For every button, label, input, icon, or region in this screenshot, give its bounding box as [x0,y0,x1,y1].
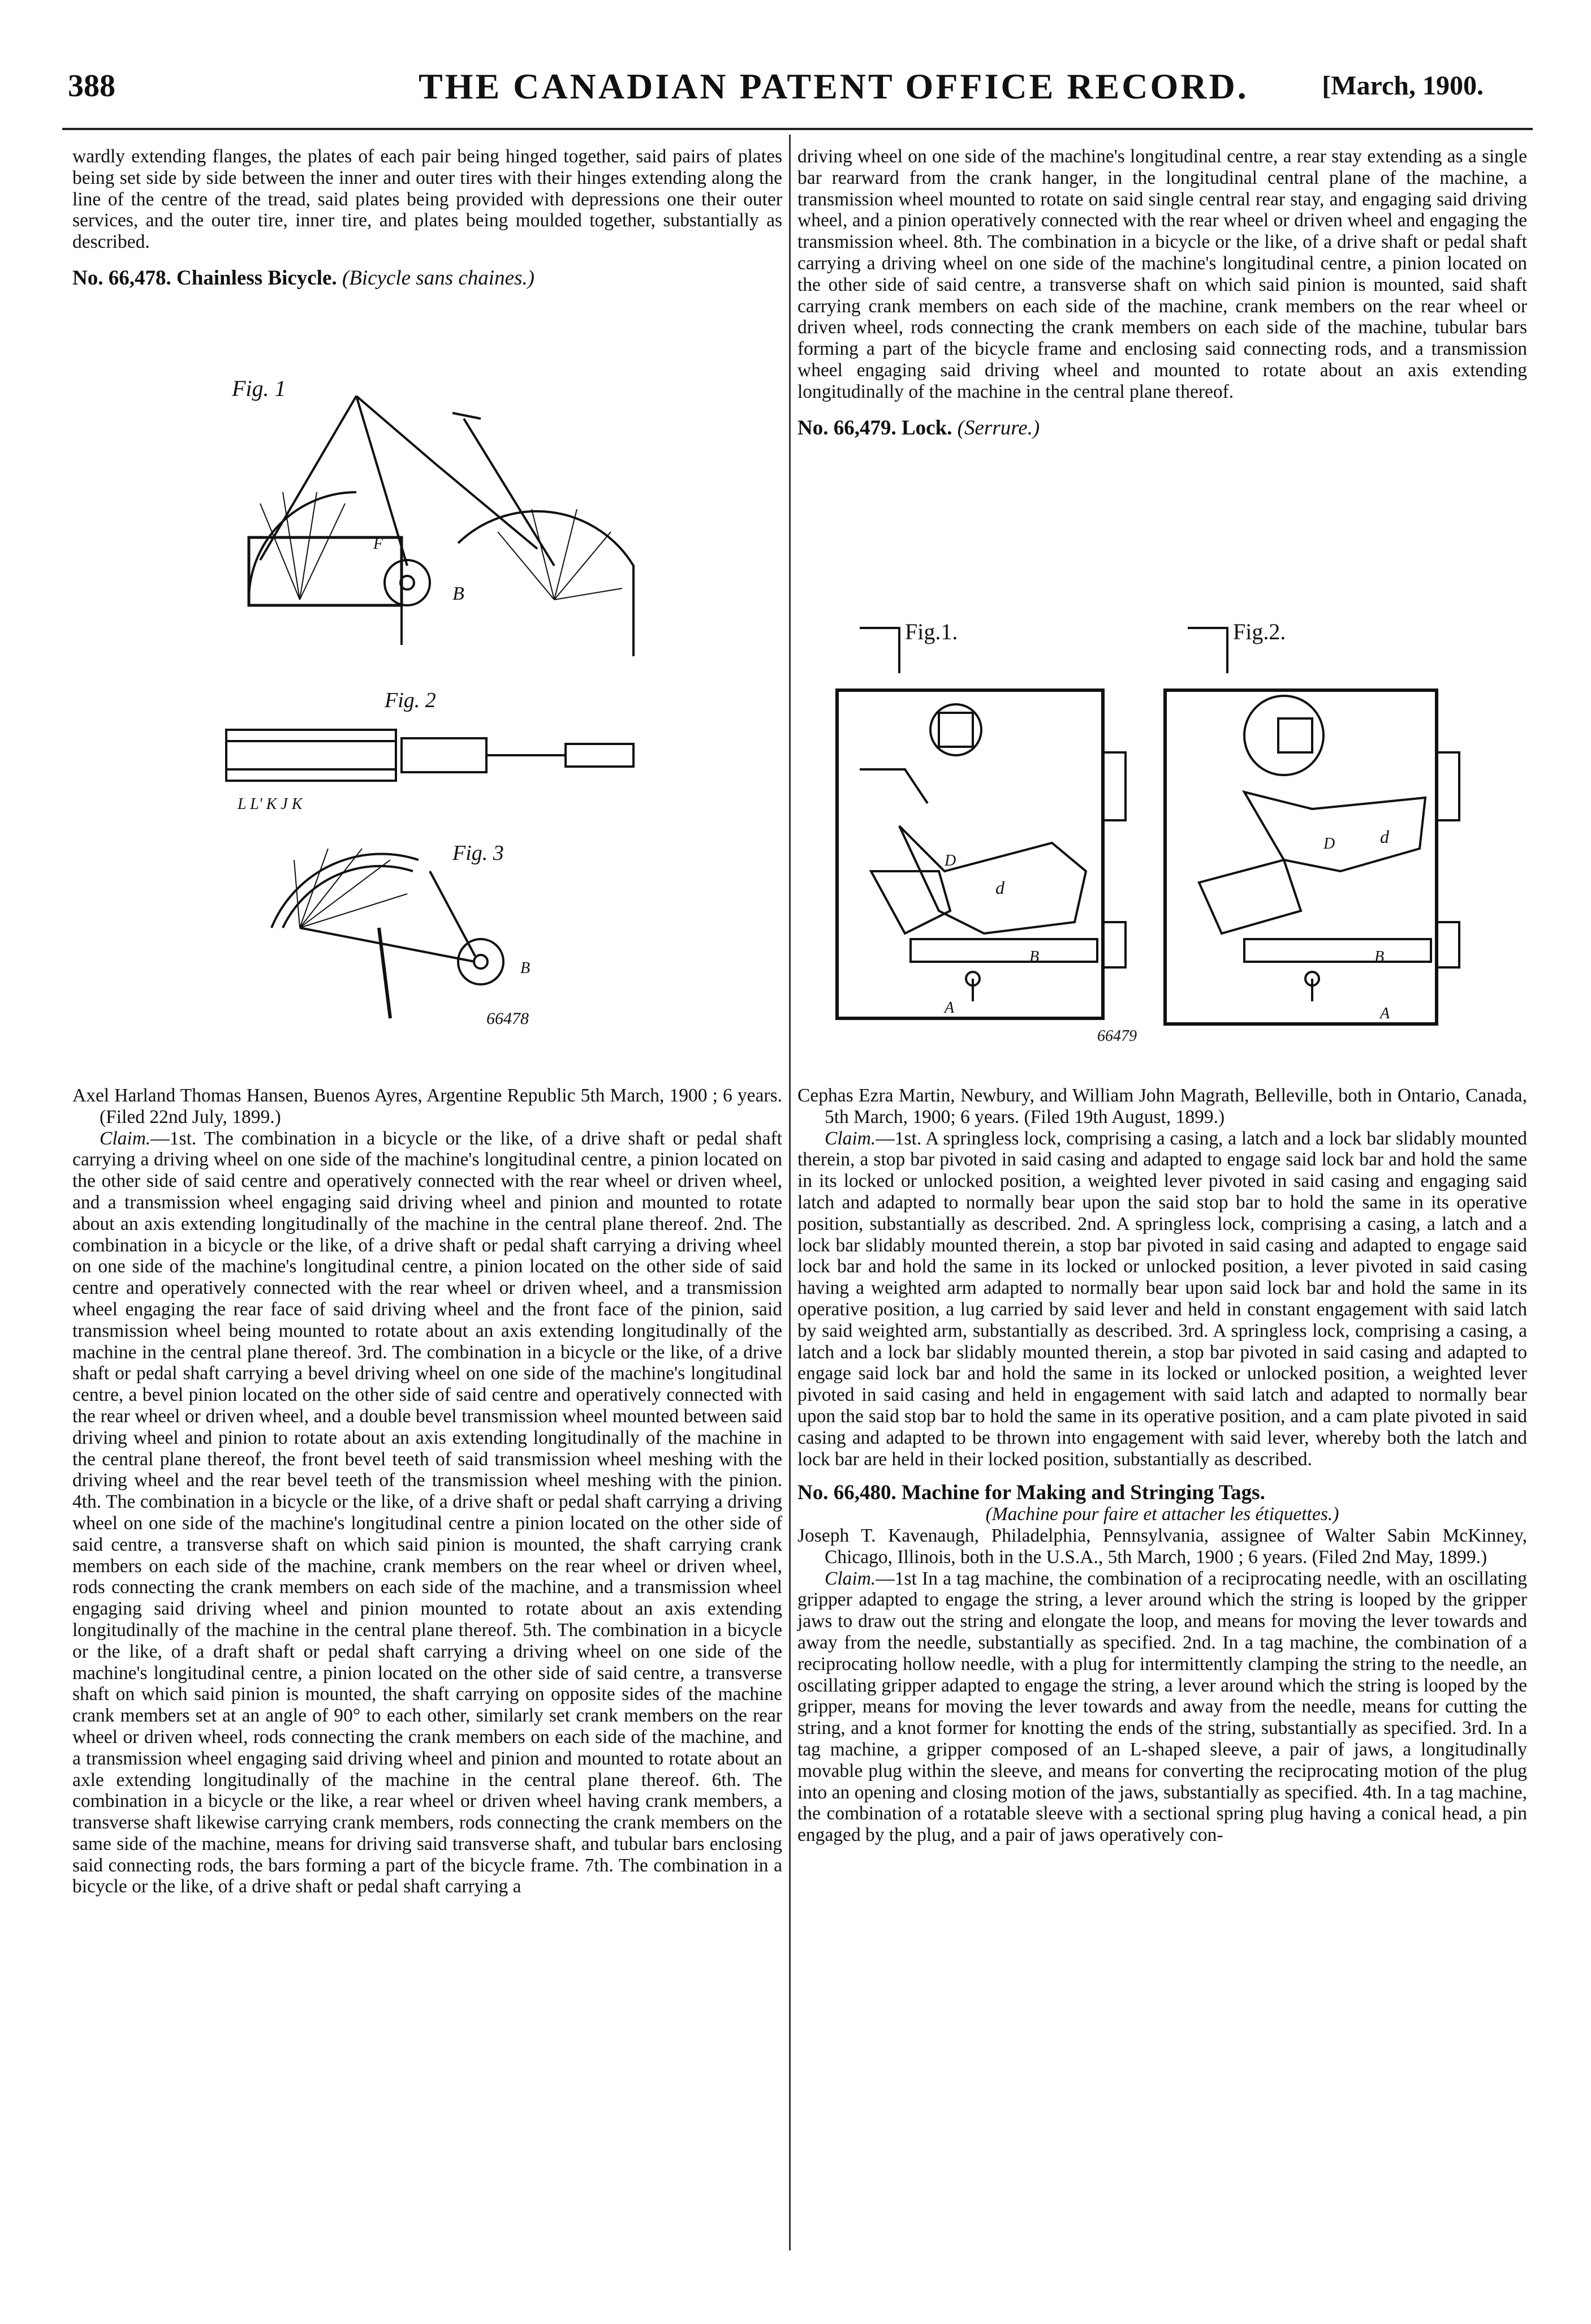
claim-66478 [72,1128,782,1898]
patent-name: Chainless Bicycle. [176,266,337,290]
continuation-text: wardly extending flanges, the plates of each pair being hinged together, said pairs of plates being set side by side between the inner and outer tires with their hinges extending along the line of the centre of the tread, said plates being provided with depressions one their outer services, and the outer tire, inner tire, and plates being moulded together, substantially as described. [72,146,782,253]
drawing-number: 66478 [486,1009,529,1028]
bicycle-figure-1 [215,362,645,679]
patent-number: No. 66,479. [797,416,896,440]
svg-text:F: F [373,535,383,553]
claim-text: —1st In a tag machine, the combination of a reciprocating needle, with an oscillating gripper adapted to engage the string, a lever around which the string is looped by the gripper jaws to draw out the string and elongate the loop, and means for moving the lever towards and away from the needle, substantially as specified. 2nd. In a tag machine, the combination of a reciprocating hollow needle, with a plug for intermittently clamping the string to the needle, an oscillating gripper adapted to engage the string, a lever around which the string is looped by the gripper, means for moving the lever towards and away from the needle, means for cutting the string, and a knot former for knotting the ends of the string, substantially as specified. 3rd. In a tag machine, a gripper composed of an L-shaped sleeve, a pair of jaws, a longitudinally movable plug within the sleeve, and means for converting the reciprocating motion of the plug into an opening and closing motion of the jaws, substantially as specified. 4th. In a tag machine, the combination of a rotatable sleeve with a sectional spring plug having a conical head, a pin engaged by the plug, and a pair of jaws operatively con- [797,1568,1527,1846]
patent-french-name: (Serrure.) [957,416,1040,440]
page-header [0,62,1591,113]
patent-name: Machine for Making and Stringing Tags. [901,1481,1265,1505]
svg-text:D: D [1323,835,1335,853]
svg-text:d: d [995,877,1004,898]
lock-drawing-number: 66479 [1097,1027,1137,1045]
patent-heading-66479 [797,418,1527,439]
fig3-label: Fig. 3 [452,841,504,865]
claim-66479 [797,1128,1527,1470]
claim-text: —1st. A springless lock, comprising a casing, a latch and a lock bar slidably mounted therein, a stop bar pivoted in said casing and adapted to engage said lock bar and hold the same in its locked or unlocked position, a weighted lever pivoted in said casing and engaging said latch and adapted to normally bear upon the said stop bar to hold the same in its operative position, substantially as described. 2nd. A springless lock, comprising a casing, a latch and a lock bar slidably mounted therein, a stop bar pivoted in said casing and adapted to engage said lock bar and hold the same in its locked or unlocked position, a lever pivoted in said casing having a weighted arm adapted to normally bear upon said lock bar and hold the same in its operative position, a lug carried by said lever and held in constant engagement with said latch by said weighted arm, substantially as described. 3rd. A springless lock, comprising a casing, a latch and a lock bar slidably mounted therein, a stop bar pivoted in said casing and adapted to engage said lock bar and hold the same in its locked or unlocked position, a weighted lever pivoted in said casing and held in engagement with said latch and adapted to normally bear upon the said stop bar to hold the same in its operative position, and a cam plate pivoted in said casing and adapted to be thrown into engagement with said lever, whereby both the latch and lock bar are held in their locked position, substantially as described. [797,1127,1527,1470]
publication-title: THE CANADIAN PATENT OFFICE RECORD. [419,66,1249,106]
fig2-label: Fig. 2 [385,688,436,712]
lock-fig2-label: Fig.2. [1233,619,1286,644]
svg-text:B: B [520,959,531,977]
inventor-66478: Axel Harland Thomas Hansen, Buenos Ayres, Argentine Republic 5th March, 1900 ; 6 years. (Filed 22nd July, 1899.) [72,1085,782,1127]
fig1-label: Fig. 1 [232,376,286,401]
lock-figure-1 [814,605,1142,1047]
page-number: 388 [68,68,115,104]
claim-label: Claim. [100,1127,151,1149]
svg-text:d: d [1380,827,1389,847]
right-body [797,1085,1527,1846]
inventor-66480: Joseph T. Kavenaugh, Philadelphia, Pennsylvania, assignee of Walter Sabin McKinney, Chicago, Illinois, both in the U.S.A., 5th March, 1900 ; 6 years. (Filed 2nd May, 1899.) [797,1525,1527,1568]
claim-label: Claim. [825,1568,876,1589]
continuation-text: driving wheel on one side of the machine's longitudinal centre, a rear stay extending as a single bar rearward from the crank hanger, in the longitudinal central plane of the machine, a transmission wheel mounted to rotate on said single central rear stay, and engaging said driving wheel, and a pinion operatively connected with the rear wheel or driven wheel and engaging the transmission wheel. 8th. The combination in a bicycle or the like, of a drive shaft or pedal shaft carrying a driving wheel on one side of the machine's longitudinal centre, a pinion located on the other side of said centre, a transverse shaft on which said pinion is mounted, said shaft carrying crank members on each side of the machine, crank members on the rear wheel or driven wheel, rods connecting the crank members on each side of the machine, tubular bars forming a part of the bicycle frame and enclosing said connecting rods, and a transmission wheel engaging said driving wheel and mounted to rotate about an axis extending longitudinally of the machine in the central plane thereof. [797,146,1527,402]
patent-name: Lock. [901,416,952,440]
claim-66480 [797,1568,1527,1846]
left-continuation [72,146,782,289]
svg-text:B: B [1374,948,1385,966]
issue-date: [March, 1900. [1322,71,1484,101]
claim-text: —1st. The combination in a bicycle or the like, of a drive shaft or pedal shaft carrying a driving wheel on one side of the machine's longitudinal centre, a pinion located on the other side of said centre and operatively connected with the rear wheel or driven wheel, and a transmission wheel engaging said driving wheel and pinion and mounted to rotate about an axis extending longitudinally of the machine in the central plane thereof. 2nd. The combination in a bicycle or the like, of a drive shaft or pedal shaft carrying a driving wheel on one side of the machine's longitudinal centre, a pinion located on the other side of said centre and operatively connected with the rear wheel or driven wheel, and a transmission wheel engaging the rear face of said driving wheel and the front face of the pinion, said transmission wheel being mounted to rotate about an axis extending longitudinally of the machine in the central plane thereof. 3rd. The combination in a bicycle or the like, of a drive shaft or pedal shaft carrying a bevel driving wheel on one side of the machine's longitudinal centre, a bevel pinion located on the other side of said centre and operatively connected with the rear wheel or driven wheel, and a double bevel transmission wheel mounted between said driving wheel and pinion to rotate about an axis extending longitudinally of the machine in the central plane thereof, the front bevel teeth of said transmission wheel meshing with the driving wheel and the rear bevel teeth of the transmission wheel meshing with the pinion. 4th. The combination in a bicycle or the like, of a drive shaft or pedal shaft carrying a driving wheel on one side of the machine's longitudinal centre a pinion located on the other side of said centre, a transverse shaft on which said pinion is mounted, the shaft carrying crank members on each side of the machine, crank members on the rear wheel or driven wheel, rods connecting the crank members on each side of the machine, and a transmission wheel engaging said driving wheel and pinion mounted to rotate about an axis extending longitudinally of the machine in the central plane thereof. 5th. The combination in a bicycle or the like, of a draft shaft or pedal shaft carrying a driving wheel on one side of the machine's longitudinal centre, a pinion located on the other side of said centre, a transverse shaft on which said pinion is mounted, the shaft carrying on opposite sides of the machine crank members set at an angle of 90° to each other, similarly set crank members on the rear wheel or driven wheel, rods connecting the crank members on each side of the machine, and a transmission wheel engaging said driving wheel and pinion and mounted to rotate about an axle extending longitudinally of the machine in the central plane thereof. 6th. The combination in a bicycle or the like, a rear wheel or driven wheel having crank members, a transverse shaft likewise carrying crank members, rods connecting the crank members on the same side of the machine, means for driving said transverse shaft, and tubular bars enclosing said connecting rods, the bars forming a part of the bicycle frame. 7th. The combination in a bicycle or the like, of a drive shaft or pedal shaft carrying a [72,1127,782,1897]
svg-text:A: A [945,999,955,1017]
claim-label: Claim. [825,1127,876,1149]
svg-text:B: B [452,583,464,604]
bicycle-figure-2 [215,685,645,820]
svg-text:B: B [1029,948,1040,966]
svg-text:D: D [945,852,956,870]
lock-figure-2 [1097,605,1504,1047]
svg-text:L L' K J K: L L' K J K [238,795,303,813]
right-continuation [797,146,1527,438]
patent-french-name: (Machine pour faire et attacher les étiquettes.) [985,1504,1339,1525]
patent-number: No. 66,480. [797,1481,896,1505]
inventor-66479: Cephas Ezra Martin, Newbury, and William John Magrath, Belleville, both in Ontario, Canada, 5th March, 1900; 6 years. (Filed 19th August, 1899.) [797,1085,1527,1127]
patent-heading-66480 [797,1482,1527,1504]
svg-text:A: A [1380,1005,1390,1022]
left-body [72,1085,782,1897]
bicycle-figure-3 [260,826,577,1041]
patent-french-name: (Bicycle sans chaines.) [342,266,534,290]
patent-heading-66478 [72,268,782,289]
patent-number: No. 66,478. [72,266,171,290]
lock-fig1-label: Fig.1. [905,619,958,644]
column-divider [789,135,791,2250]
header-rule [62,128,1533,130]
